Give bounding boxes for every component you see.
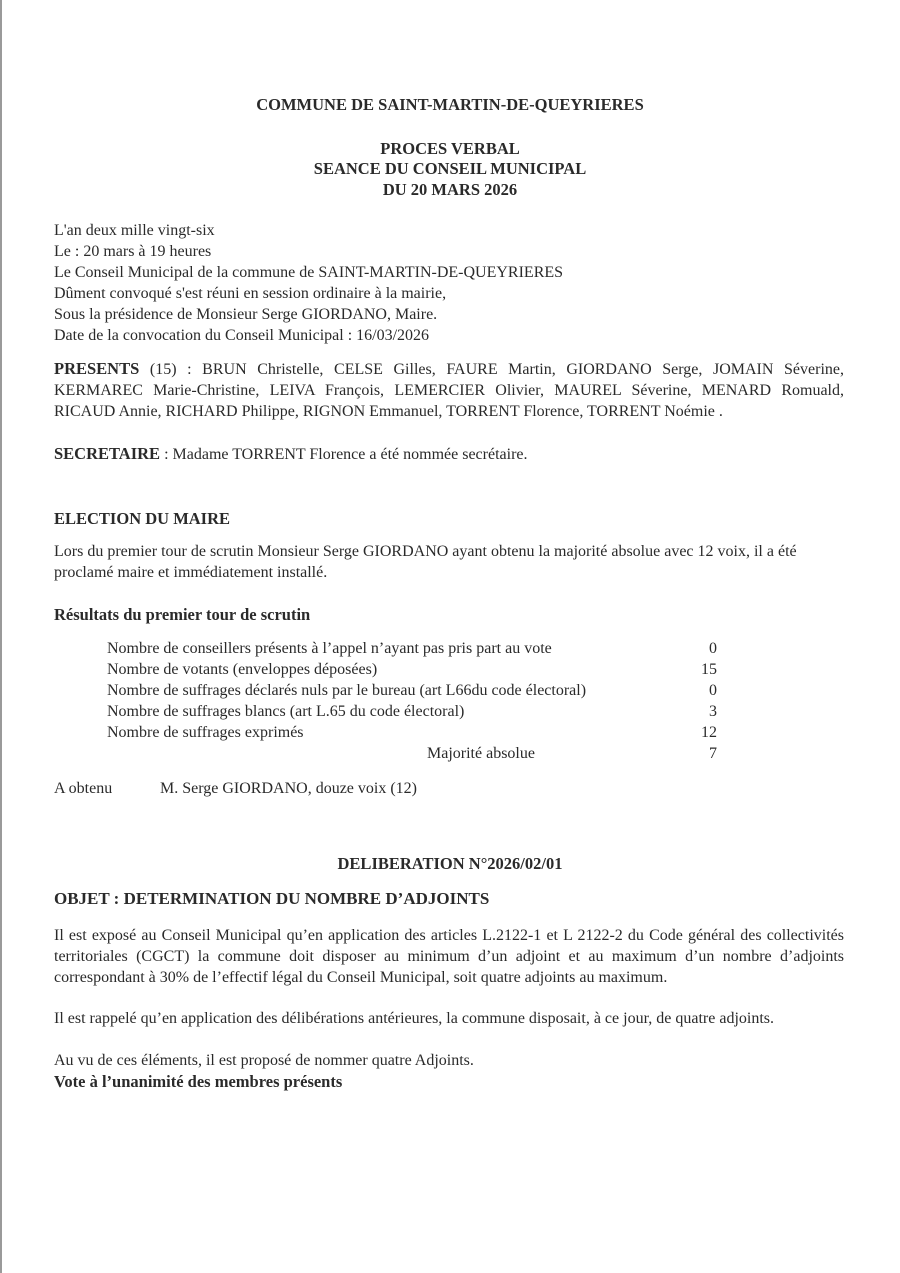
secretaire-paragraph	[54, 443, 844, 465]
commune-title: COMMUNE DE SAINT-MARTIN-DE-QUEYRIERES	[256, 95, 644, 114]
result-row	[107, 722, 717, 743]
pv-title: PROCES VERBAL	[380, 139, 520, 158]
secretaire-text: : Madame TORRENT Florence a été nommée secrétaire.	[160, 446, 528, 463]
results-title: Résultats du premier tour de scrutin	[54, 605, 311, 624]
result-value: 7	[709, 745, 717, 762]
result-label: Nombre de suffrages blancs (art L.65 du code électoral)	[107, 703, 465, 720]
presents-paragraph	[54, 358, 844, 422]
intro-block	[54, 220, 844, 346]
deliberation-paragraph: Il est exposé au Conseil Municipal qu’en application des articles L.2122-1 et L 2122-2 du Code général des collectivités territoriales (CGCT) la commune doit disposer au minimum d’un adjoint et au maximum d’un nombre d’adjoints correspondant à 30% de l’effectif légal du Conseil Municipal, soit quatre adjoints au maximum.	[54, 927, 844, 986]
result-label: Nombre de conseillers présents à l’appel n’ayant pas pris part au vote	[107, 640, 552, 657]
secretaire-label: SECRETAIRE	[54, 444, 161, 463]
result-value: 0	[709, 682, 717, 699]
result-row	[107, 638, 717, 659]
deliberation-objet: OBJET : DETERMINATION DU NOMBRE D’ADJOINTS	[54, 889, 490, 908]
result-row	[107, 743, 717, 764]
result-value: 15	[701, 661, 717, 678]
intro-line: Date de la convocation du Conseil Municipal : 16/03/2026	[54, 327, 430, 344]
result-row	[107, 659, 717, 680]
intro-line: Dûment convoqué s'est réuni en session ordinaire à la mairie,	[54, 285, 447, 302]
intro-line: Le : 20 mars à 19 heures	[54, 243, 212, 260]
result-value: 12	[701, 724, 717, 741]
vote-result: Vote à l’unanimité des membres présents	[54, 1072, 343, 1091]
result-label: Nombre de suffrages exprimés	[107, 724, 304, 741]
seance-title: SEANCE DU CONSEIL MUNICIPAL	[313, 159, 587, 178]
deliberation-paragraph: Au vu de ces éléments, il est proposé de nommer quatre Adjoints.	[54, 1052, 474, 1069]
result-label: Majorité absolue	[427, 745, 535, 762]
result-value: 3	[709, 703, 717, 720]
date-title: DU 20 MARS 2026	[382, 180, 518, 199]
election-text: Lors du premier tour de scrutin Monsieur Serge GIORDANO ayant obtenu la majorité absolue avec 12 voix, il a été proclamé maire et immédiatement installé.	[54, 543, 797, 581]
obtenu-value: M. Serge GIORDANO, douze voix (12)	[160, 780, 417, 797]
election-title: ELECTION DU MAIRE	[54, 509, 231, 528]
result-label: Nombre de suffrages déclarés nuls par le bureau (art L66du code électoral)	[107, 682, 587, 699]
obtenu-label: A obtenu	[54, 780, 113, 797]
intro-line: L'an deux mille vingt-six	[54, 222, 215, 239]
presents-list: (15) : BRUN Christelle, CELSE Gilles, FAURE Martin, GIORDANO Serge, JOMAIN Séverine, KERMAREC Marie-Christine, LEIVA François, LEMERCIER Olivier, MAUREL Séverine, MENARD Romuald, RICAUD Annie, RICHARD Philippe, RIGNON Emmanuel, TORRENT Florence, TORRENT Noémie .	[54, 361, 844, 420]
deliberation-number: DELIBERATION N°2026/02/01	[337, 854, 563, 873]
result-row	[107, 680, 717, 701]
result-label: Nombre de votants (enveloppes déposées)	[107, 661, 378, 678]
intro-line: Sous la présidence de Monsieur Serge GIORDANO, Maire.	[54, 306, 438, 323]
deliberation-paragraph: Il est rappelé qu’en application des délibérations antérieures, la commune disposait, à ce jour, de quatre adjoints.	[54, 1010, 774, 1027]
result-row	[107, 701, 717, 722]
presents-label: PRESENTS	[54, 359, 140, 378]
result-value: 0	[709, 640, 717, 657]
intro-line: Le Conseil Municipal de la commune de SAINT-MARTIN-DE-QUEYRIERES	[54, 264, 564, 281]
